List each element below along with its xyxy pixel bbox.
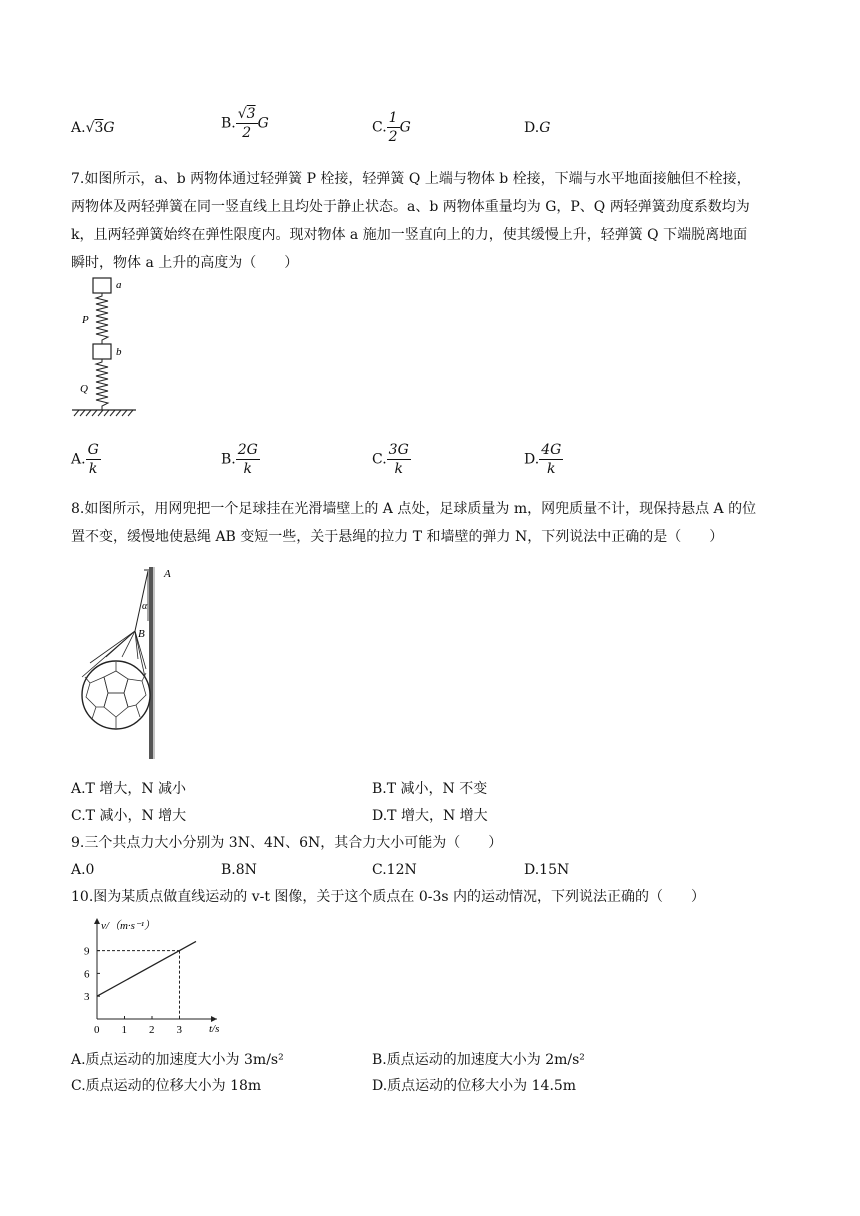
q6-option-b: B. $\frac{√3}{2}$ G — [221, 106, 269, 141]
q7-line-1: 7.如图所示，a、b 两物体通过轻弹簧 P 栓接，轻弹簧 Q 上端与物体 b 栓接，下端与水平地面接触但不栓接， — [71, 171, 751, 187]
fraction: $\frac{3G}{k}$ — [388, 442, 409, 477]
label-q: Q — [80, 383, 88, 395]
q6-option-d: D.G — [524, 120, 551, 136]
block-b — [93, 344, 111, 359]
y-tick-label: 3 — [84, 991, 90, 1004]
q8-line-1: 8.如图所示，用网兜把一个足球挂在光滑墙壁上的 A 点处，足球质量为 m，网兜质量不计，现保持悬点 A 的位 — [71, 501, 757, 517]
football-net-figure — [76, 565, 191, 760]
vt-chart — [70, 912, 230, 1036]
fraction: $\frac{2G}{k}$ — [237, 442, 258, 477]
fraction: $\frac{G}{k}$ — [87, 442, 99, 477]
spring-p — [96, 293, 108, 344]
spring-system-figure — [70, 272, 140, 418]
ground-hatching — [74, 410, 133, 416]
label-alpha: α — [142, 601, 148, 612]
x-tick-label: 1 — [121, 1024, 127, 1036]
q8-option-c: C.T 减小，N 增大 — [71, 808, 187, 824]
q7-option-d: D. $\frac{4G}{k}$ — [524, 442, 562, 477]
q10-option-c: C.质点运动的位移大小为 18m — [71, 1078, 262, 1094]
q8-option-b: B.T 减小，N 不变 — [372, 781, 488, 797]
block-a — [93, 278, 111, 293]
sqrt-symbol: √ — [85, 120, 95, 136]
y-axis-arrow — [94, 918, 100, 924]
x-axis-arrow — [211, 1016, 217, 1022]
fraction: $\frac{1}{2}$ — [388, 110, 398, 145]
q10-option-b: B.质点运动的加速度大小为 2m/s² — [372, 1052, 585, 1068]
wall — [149, 567, 153, 759]
q7-line-4: 瞬时，物体 a 上升的高度为（ ） — [71, 255, 299, 271]
q7-line-2: 两物体及两轻弹簧在同一竖直线上且均处于静止状态。a、b 两物体重量均为 G，P、Q 两轻弹簧劲度系数均为 — [71, 199, 750, 215]
y-tick-label: 9 — [84, 945, 90, 958]
q7-option-c: C. $\frac{3G}{k}$ — [372, 442, 409, 477]
label-p: P — [82, 314, 89, 326]
q9-option-c: C.12N — [372, 862, 417, 878]
q10-option-d: D.质点运动的位移大小为 14.5m — [372, 1078, 577, 1094]
q9-line: 9.三个共点力大小分别为 3N、4N、6N，其合力大小可能为（ ） — [71, 835, 503, 851]
q7-line-3: k，且两轻弹簧始终在弹性限度内。现对物体 a 施加一竖直向上的力，使其缓慢上升，轻弹簧 Q 下端脱离地面 — [71, 227, 748, 243]
q6-option-a: A.√3G — [71, 120, 115, 136]
x-tick-label: 3 — [176, 1024, 182, 1036]
q9-option-d: D.15N — [524, 862, 570, 878]
x-axis-label: t/s — [209, 1023, 220, 1035]
x-tick-label: 2 — [149, 1024, 155, 1036]
q6-option-c: C. $\frac{1}{2}$ G — [372, 110, 411, 145]
q10-option-a: A.质点运动的加速度大小为 3m/s² — [71, 1052, 284, 1068]
q9-option-b: B.8N — [221, 862, 257, 878]
q8-option-a: A.T 增大，N 减小 — [71, 781, 187, 797]
velocity-line — [97, 941, 196, 996]
label-a-point: A — [164, 568, 171, 580]
q8-option-d: D.T 增大，N 增大 — [372, 808, 488, 824]
fraction: $\frac{√3}{2}$ — [237, 106, 256, 141]
y-tick-label: 6 — [84, 968, 90, 981]
label-b: b — [116, 346, 122, 358]
fraction: $\frac{4G}{k}$ — [541, 442, 562, 477]
label-b-point: B — [138, 628, 145, 640]
x-tick-label: 0 — [94, 1024, 100, 1036]
q7-option-a: A. $\frac{G}{k}$ — [71, 442, 99, 477]
q7-option-b: B. $\frac{2G}{k}$ — [221, 442, 258, 477]
spring-q — [96, 359, 108, 410]
q9-option-a: A.0 — [71, 862, 95, 878]
y-axis-label: v/（m·s⁻¹） — [101, 920, 156, 932]
q10-line: 10.图为某质点做直线运动的 v-t 图像，关于这个质点在 0-3s 内的运动情况，下列说法正确的（ ） — [71, 889, 706, 905]
q8-line-2: 置不变，缓慢地使悬绳 AB 变短一些，关于悬绳的拉力 T 和墙壁的弹力 N，下列说法中正确的是（ ） — [71, 529, 724, 545]
label-a: a — [116, 279, 122, 291]
